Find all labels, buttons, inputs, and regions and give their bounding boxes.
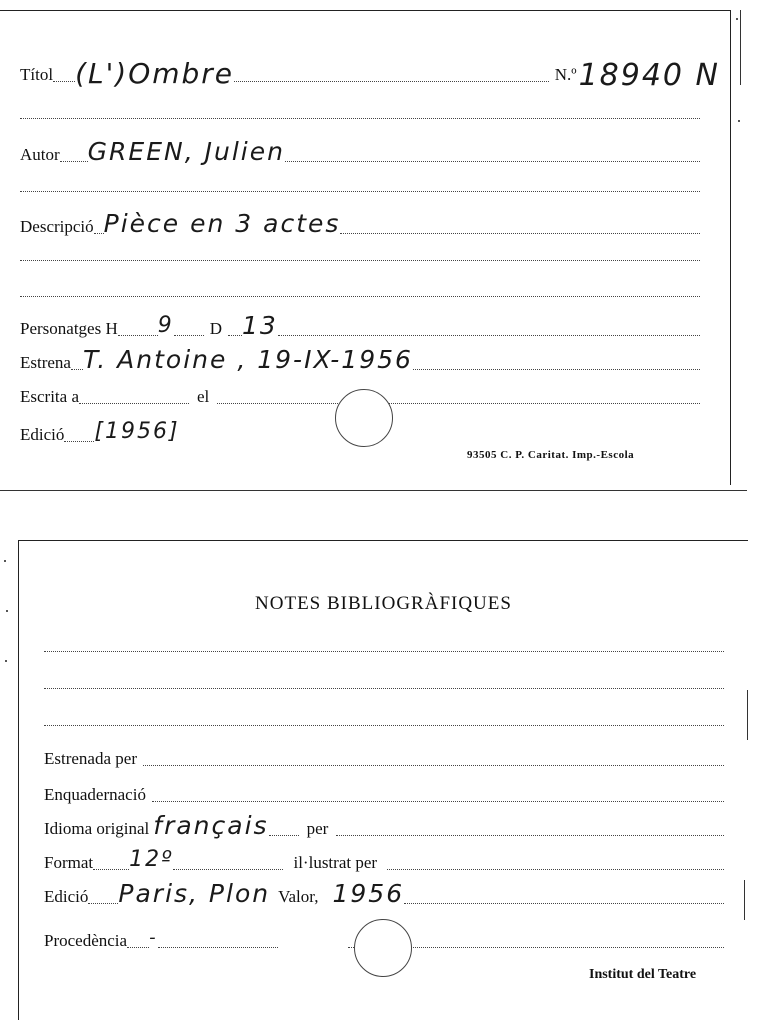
escrita-label: Escrita a: [20, 387, 79, 406]
titol-value: (L')Ombre: [75, 57, 235, 90]
descripcio-label: Descripció: [20, 217, 94, 236]
scan-speck: [4, 560, 6, 562]
punch-hole: [354, 919, 412, 977]
card-edge: [0, 490, 747, 491]
estrenada-row: [44, 749, 724, 769]
estrena-row: [20, 347, 700, 373]
autor-label: Autor: [20, 145, 60, 164]
descripcio-row: [20, 211, 700, 237]
enquadernacio-label: Enquadernació: [44, 785, 146, 804]
idioma-per-label: per: [306, 819, 329, 838]
edicio2-label: Edició: [44, 887, 89, 906]
idioma-label: Idioma original: [44, 819, 150, 838]
format-value: 12º: [129, 847, 174, 872]
personatges-d-label: D: [209, 319, 223, 338]
scan-speck: [736, 18, 738, 20]
scan-speck: [5, 660, 7, 662]
blank-line: [20, 260, 700, 261]
edicio-row: [20, 419, 320, 445]
card-edge: [747, 690, 748, 740]
autor-value: GREEN, Julien: [87, 137, 285, 166]
titol-label: Títol: [20, 65, 54, 84]
personatges-row: [20, 313, 700, 339]
enquadernacio-row: [44, 785, 724, 805]
punch-hole: [335, 389, 393, 447]
numero-value: 18940 N: [578, 58, 720, 93]
valor-label: Valor,: [278, 887, 319, 906]
estrenada-label: Estrenada per: [44, 749, 137, 768]
format-label: Format: [44, 853, 94, 872]
blank-line: [20, 191, 700, 192]
printer-imprint: 93505 C. P. Caritat. Imp.-Escola: [467, 449, 635, 461]
procedencia-label: Procedència: [44, 931, 128, 950]
catalog-card-back: [18, 540, 748, 1020]
numero-label: N.º: [554, 65, 577, 84]
scan-speck: [6, 610, 8, 612]
format-illustrat-label: il·lustrat per: [293, 853, 378, 872]
titol-row: [20, 57, 720, 93]
personatges-label: Personatges H: [20, 319, 118, 338]
idioma-value: français: [153, 811, 269, 840]
descripcio-value: Pièce en 3 actes: [103, 209, 341, 238]
personatges-h-value: 9: [157, 313, 174, 338]
blank-line: [44, 651, 724, 652]
blank-line: [44, 688, 724, 689]
blank-line: [20, 118, 700, 119]
personatges-d-value: 13: [242, 311, 278, 340]
idioma-row: [44, 813, 724, 839]
edicio-label: Edició: [20, 425, 65, 444]
estrena-value: T. Antoine , 19-IX-1956: [82, 345, 413, 374]
notes-title: NOTES BIBLIOGRÀFIQUES: [255, 593, 512, 614]
scan-speck: [738, 120, 740, 122]
edicio2-value: Paris, Plon: [118, 879, 271, 908]
estrena-label: Estrena: [20, 353, 71, 372]
valor-value: 1956: [332, 879, 405, 908]
edicio2-row: [44, 881, 724, 907]
edicio-value: [1956]: [94, 419, 180, 444]
escrita-el-label: el: [197, 387, 210, 406]
card-edge: [740, 10, 741, 85]
institution-stamp: Institut del Teatre: [589, 967, 697, 982]
procedencia-value: -: [149, 927, 158, 948]
card-edge: [744, 880, 745, 920]
blank-line: [44, 725, 724, 726]
autor-row: [20, 139, 700, 165]
format-row: [44, 847, 724, 873]
blank-line: [20, 296, 700, 297]
catalog-card-front: [0, 10, 731, 485]
